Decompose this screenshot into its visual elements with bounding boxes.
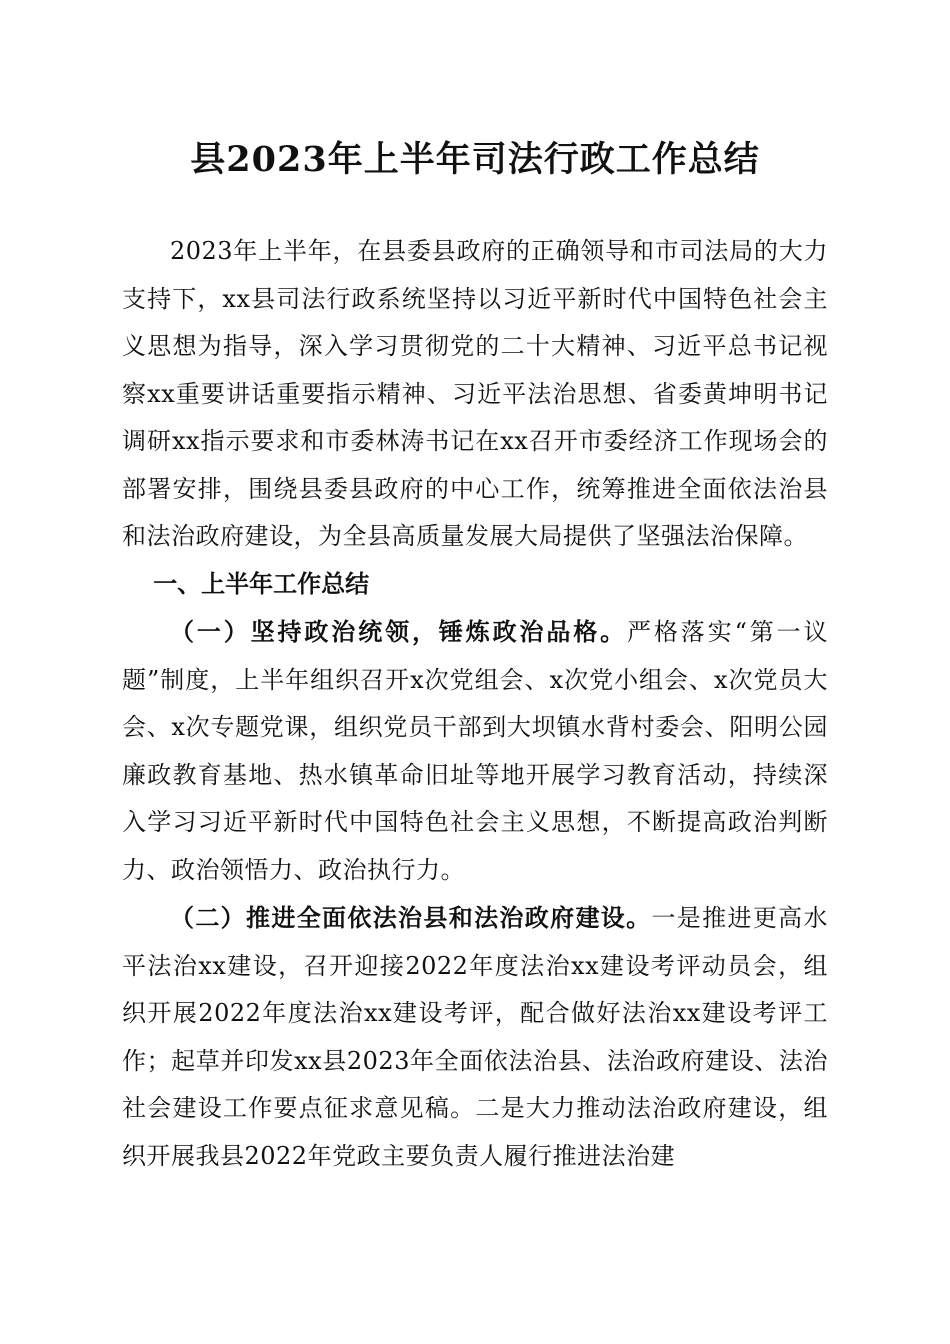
document-body [122,228,828,1180]
item-1-paragraph [122,608,828,894]
item-1-heading: （一）坚持政治统领，锤炼政治品格。 [170,617,628,646]
item-1-body: 严格落实“第一议题”制度，上半年组织召开x次党组会、x次党小组会、x次党员大会、x次专题党课，组织党员干部到大坝镇水背村委会、阳明公园廉政教育基地、热水镇革命旧址等地开展学习教育活动，持续深入学习习近平新时代中国特色社会主义思想，不断提高政治判断力、政治领悟力、政治执行力。 [122,618,828,884]
item-2-heading: （二）推进全面依法治县和法治政府建设。 [170,903,652,932]
item-2-paragraph [122,894,828,1180]
section-heading-1: 一、上半年工作总结 [153,569,370,598]
item-2-body: 一是推进更高水平法治xx建设，召开迎接2022年度法治xx建设考评动员会，组织开展2022年度法治xx建设考评，配合做好法治xx建设考评工作；起草并印发xx县2023年全面依法治县、法治政府建设、法治社会建设工作要点征求意见稿。二是大力推动法治政府建设，组织开展我县2022年党政主要负责人履行推进法治建 [122,904,829,1170]
intro-paragraph: 2023年上半年，在县委县政府的正确领导和市司法局的大力支持下，xx县司法行政系统坚持以习近平新时代中国特色社会主义思想为指导，深入学习贯彻党的二十大精神、习近平总书记视察xx重要讲话重要指示精神、习近平法治思想、省委黄坤明书记调研xx指示要求和市委林涛书记在xx召开市委经济工作现场会的部署安排，围绕县委县政府的中心工作，统筹推进全面依法治县和法治政府建设，为全县高质量发展大局提供了坚强法治保障。 [122,237,828,550]
document-title: 县2023年上半年司法行政工作总结 [190,139,760,180]
